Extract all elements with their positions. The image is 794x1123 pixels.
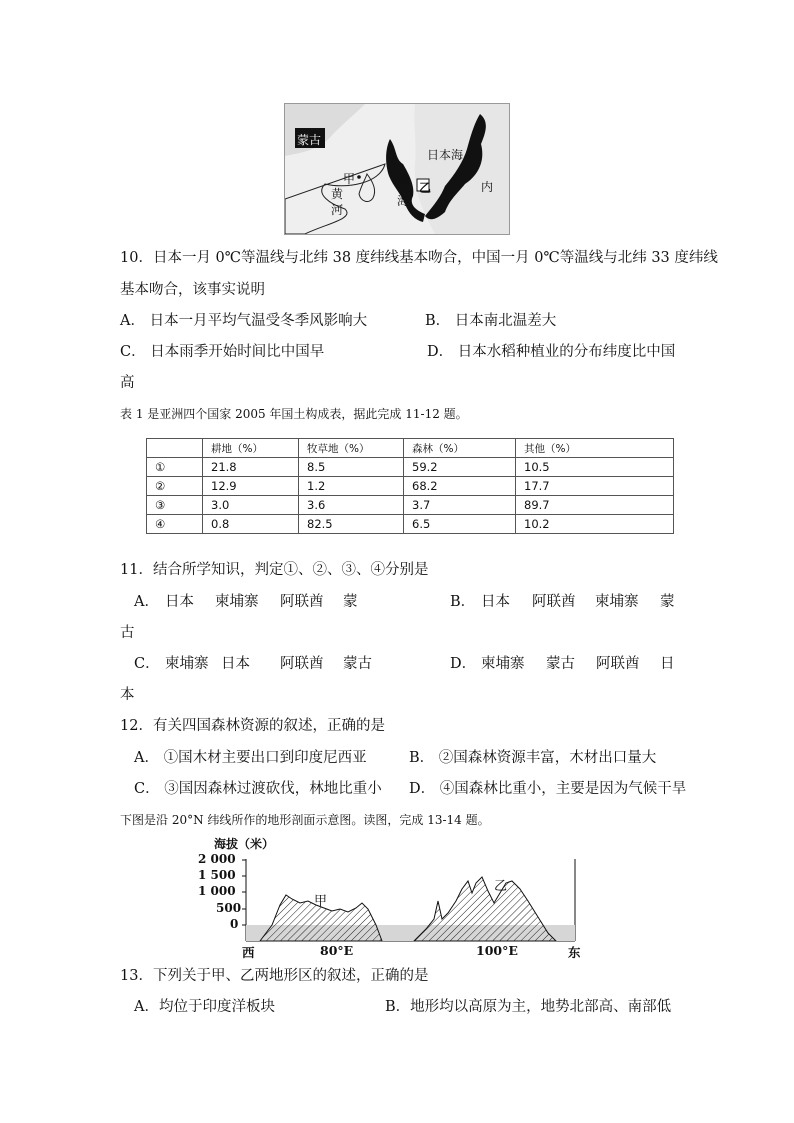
- table-header-cell: 牧草地（%）: [299, 439, 404, 458]
- q10-option-d[interactable]: D． 日本水稻种植业的分布纬度比中国: [427, 344, 676, 360]
- q13-option-b[interactable]: B．地形均以高原为主，地势北部高、南部低: [385, 999, 672, 1015]
- q11-a-item: 蒙: [343, 594, 358, 610]
- q11-c-item: 蒙古: [343, 656, 372, 672]
- table-cell: ④: [147, 515, 203, 534]
- table-cell: ①: [147, 458, 203, 477]
- q11-a-item: 日本: [165, 594, 194, 610]
- table-header-cell: [147, 439, 203, 458]
- table-header-cell: 耕地（%）: [203, 439, 299, 458]
- map-label-yellow-sea-2: 海: [397, 194, 410, 208]
- table-cell: ③: [147, 496, 203, 515]
- q11-d-item: 柬埔寨: [481, 656, 525, 672]
- table-cell: 10.2: [516, 515, 674, 534]
- q10-option-a[interactable]: A． 日本一月平均气温受冬季风影响大: [120, 313, 368, 329]
- table-header-cell: 森林（%）: [404, 439, 516, 458]
- profile-y-tick: 1 500: [198, 868, 236, 882]
- q10-stem-line2: 基本吻合，该事实说明: [120, 282, 265, 298]
- map-label-yi: 乙: [419, 181, 432, 195]
- profile-y-title: 海拔（米）: [214, 837, 275, 851]
- q10-option-d-wrap: 高: [120, 375, 135, 391]
- map-label-yellow-river-2: 河: [331, 203, 344, 217]
- q11-stem: 11．结合所学知识，判定①、②、③、④分别是: [120, 562, 429, 578]
- table-row: [147, 515, 674, 534]
- table-cell: 8.5: [299, 458, 404, 477]
- q11-d-item: 蒙古: [546, 656, 575, 672]
- profile-label-yi: 乙: [494, 879, 508, 894]
- q11-d-label: D．: [450, 656, 477, 672]
- q11-c-item: 日本: [221, 656, 250, 672]
- land-use-table: [146, 438, 674, 534]
- q11-b-item: 日本: [481, 594, 510, 610]
- table-cell: 82.5: [299, 515, 404, 534]
- q11-b-label: B．: [450, 594, 476, 610]
- table-cell: 6.5: [404, 515, 516, 534]
- table-caption: 表 1 是亚洲四个国家 2005 年国土构成表，据此完成 11-12 题。: [120, 407, 468, 421]
- q11-d-item: 日: [660, 656, 675, 672]
- profile-x-label-80e: 80°E: [320, 943, 354, 958]
- profile-label-jia: 甲: [314, 894, 328, 909]
- q12-stem: 12．有关四国森林资源的叙述，正确的是: [120, 718, 385, 734]
- map-label-yellow-river-1: 黄: [331, 187, 344, 201]
- q13-option-a[interactable]: A．均位于印度洋板块: [134, 999, 275, 1015]
- q11-a-label: A．: [134, 594, 159, 610]
- q11-c-label: C．: [134, 656, 160, 672]
- q13-stem: 13．下列关于甲、乙两地形区的叙述，正确的是: [120, 968, 429, 984]
- map-figure: [284, 103, 510, 235]
- table-row: [147, 458, 674, 477]
- table-row: [147, 477, 674, 496]
- q11-a-item: 柬埔寨: [215, 594, 259, 610]
- table-cell: 89.7: [516, 496, 674, 515]
- table-cell: 17.7: [516, 477, 674, 496]
- q12-option-b[interactable]: B． ②国森林资源丰富，木材出口量大: [409, 750, 657, 766]
- table-header-cell: 其他（%）: [516, 439, 674, 458]
- map-label-sea-of-japan: 日本海: [427, 148, 464, 162]
- table-cell: 1.2: [299, 477, 404, 496]
- q11-c-item: 柬埔寨: [165, 656, 209, 672]
- map-graphic: [285, 104, 509, 234]
- q10-option-c[interactable]: C． 日本雨季开始时间比中国早: [120, 344, 325, 360]
- profile-y-tick: 500: [216, 901, 242, 915]
- q11-a-item: 阿联酋: [280, 594, 324, 610]
- table-cell: 21.8: [203, 458, 299, 477]
- table-row: [147, 496, 674, 515]
- q11-c-item: 阿联酋: [280, 656, 324, 672]
- map-label-jia: 甲: [343, 172, 356, 186]
- profile-y-tick: 2 000: [198, 852, 236, 866]
- q11-b-item: 阿联酋: [532, 594, 576, 610]
- table-cell: 59.2: [404, 458, 516, 477]
- profile-x-label-west: 西: [242, 945, 255, 960]
- table-cell: 12.9: [203, 477, 299, 496]
- q11-d-item: 阿联酋: [596, 656, 640, 672]
- map-label-yellow-sea-1: 黄: [397, 174, 410, 188]
- table-cell: 0.8: [203, 515, 299, 534]
- q11-a-wrap: 古: [120, 625, 135, 641]
- table-cell: 68.2: [404, 477, 516, 496]
- q10-option-b[interactable]: B． 日本南北温差大: [425, 313, 557, 329]
- q12-option-c[interactable]: C． ③国因森林过渡砍伐，林地比重小: [134, 781, 382, 797]
- q10-stem-line1: 10．日本一月 0℃等温线与北纬 38 度纬线基本吻合，中国一月 0℃等温线与北纬 33 度纬线: [120, 250, 718, 266]
- table-cell: 3.0: [203, 496, 299, 515]
- profile-y-tick: 1 000: [198, 884, 236, 898]
- q11-b-item: 蒙: [660, 594, 675, 610]
- map-label-mongolia: 蒙古: [297, 133, 322, 147]
- profile-x-label-100e: 100°E: [476, 943, 518, 958]
- table-cell: 3.6: [299, 496, 404, 515]
- table-header-row: [147, 439, 674, 458]
- profile-caption: 下图是沿 20°N 纬线所作的地形剖面示意图。读图，完成 13-14 题。: [120, 813, 490, 827]
- q12-option-d[interactable]: D． ④国森林比重小，主要是因为气候干旱: [409, 781, 687, 797]
- q11-d-wrap: 本: [120, 687, 135, 703]
- table-cell: 3.7: [404, 496, 516, 515]
- terrain-profile-figure: [190, 833, 590, 963]
- q11-b-item: 柬埔寨: [595, 594, 639, 610]
- profile-y-tick: 0: [230, 917, 239, 931]
- table-cell: 10.5: [516, 458, 674, 477]
- table-cell: ②: [147, 477, 203, 496]
- map-label-nei: 内: [481, 180, 494, 194]
- profile-x-label-east: 东: [568, 945, 581, 960]
- q12-option-a[interactable]: A． ①国木材主要出口到印度尼西亚: [134, 750, 367, 766]
